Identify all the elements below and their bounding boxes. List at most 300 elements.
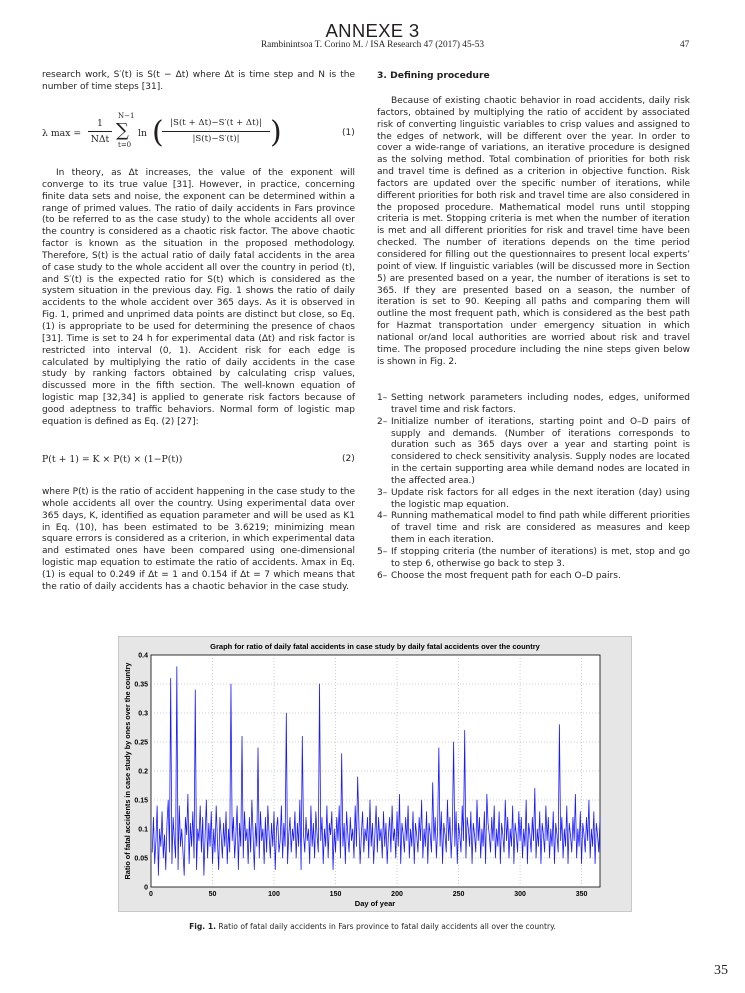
y-tick-label: 0.15 (134, 797, 148, 805)
data-point (515, 823, 516, 824)
data-point (431, 852, 432, 853)
data-point (445, 834, 446, 835)
data-point (569, 823, 570, 824)
data-point (490, 852, 491, 853)
data-point (170, 678, 171, 679)
data-point (510, 829, 511, 830)
data-point (439, 747, 440, 748)
data-point (185, 817, 186, 818)
data-point (392, 805, 393, 806)
data-point (179, 805, 180, 806)
data-point (173, 817, 174, 818)
y-tick-label: 0.1 (138, 826, 148, 834)
data-point (543, 834, 544, 835)
data-point (255, 823, 256, 824)
figure-1 (118, 636, 632, 912)
data-point (233, 817, 234, 818)
data-point (365, 829, 366, 830)
data-point (557, 834, 558, 835)
data-point (216, 805, 217, 806)
eq1-numerator: |S(t + Δt)−S′(t + Δt)| (170, 118, 262, 128)
data-point (183, 852, 184, 853)
data-point (573, 817, 574, 818)
eq2-number: (2) (342, 454, 355, 464)
data-point (350, 817, 351, 818)
data-point (229, 852, 230, 853)
accident-ratio-chart (119, 637, 631, 911)
data-point (549, 858, 550, 859)
data-point (371, 846, 372, 847)
data-point (446, 852, 447, 853)
data-point (482, 829, 483, 830)
y-axis-ticks (134, 653, 148, 892)
data-point (313, 823, 314, 824)
data-point (550, 829, 551, 830)
data-point (595, 863, 596, 864)
data-point (576, 858, 577, 859)
data-point (211, 811, 212, 812)
data-point (589, 800, 590, 801)
data-point (318, 852, 319, 853)
eq1-denominator: |S(t)−S′(t)| (192, 134, 240, 144)
data-point (436, 858, 437, 859)
data-point (563, 858, 564, 859)
y-tick-label: 0.35 (134, 681, 148, 689)
data-point (339, 805, 340, 806)
data-point (345, 863, 346, 864)
data-point (511, 846, 512, 847)
data-point (443, 823, 444, 824)
data-point (372, 823, 373, 824)
data-point (399, 794, 400, 795)
data-point (336, 817, 337, 818)
data-point (296, 858, 297, 859)
eq1-lambda: λ max = (42, 128, 82, 139)
data-point (260, 811, 261, 812)
data-point (180, 846, 181, 847)
data-point (571, 852, 572, 853)
data-point (265, 817, 266, 818)
data-point (506, 840, 507, 841)
data-point (580, 811, 581, 812)
data-point (324, 829, 325, 830)
data-point (256, 846, 257, 847)
data-point (420, 840, 421, 841)
data-point (548, 817, 549, 818)
data-point (430, 834, 431, 835)
data-point (275, 869, 276, 870)
data-point (578, 829, 579, 830)
data-point (597, 834, 598, 835)
data-point (566, 805, 567, 806)
data-point (421, 800, 422, 801)
data-point (361, 834, 362, 835)
data-point (156, 840, 157, 841)
data-point (575, 794, 576, 795)
data-point (521, 817, 522, 818)
data-point (298, 846, 299, 847)
step-item: 6– Choose the most frequent path for each O–D pairs. (377, 570, 621, 581)
left-para-main: In theory, as Δt increases, the value of the exponent will converge to its true value [31]. However, in practice, concerning finite data sets and noise, the exponent can be determined within a range of primed values. The ratio of daily accidents in Fars province (to be referred to as the case study) to the whole accidents all over the country is considered as a chaotic risk factor. The above chaotic factor is known as the situation in the proposed methodology. Therefore, S(t) is the actual ratio of daily fatal accidents in the area of case study to the whole accident all over the country in period (t), and S′(t) is the expected ratio for S(t) which is considered as the system situation in the previous day. Fig. 1 shows the ratio of daily accidents to the whole accident over 365 days. As it is observed in Fig. 1, primed and unprimed data points are distinct but close, so Eq. (1) is appropriate to be used for determining the presence of chaos [31]. Time is set to 24 h for experimental data (Δt) and risk factor is restricted into interval (0, 1). Accident risk for each edge is calculated by multiplying the ratio of daily accidents in the case study by ranking factors obtained by calculating crisp values, discussed more in the fifth section. The well-known equation of logistic map [32,34] is applied to generate risk factors because of good adeptness to traffic behaviors. Normal form of logistic map equation is defined as Eq. (2) [27]: (42, 168, 355, 427)
data-point (174, 840, 175, 841)
data-point (559, 724, 560, 725)
data-point (391, 852, 392, 853)
data-point (579, 846, 580, 847)
data-point (236, 834, 237, 835)
data-point (253, 834, 254, 835)
data-point (309, 863, 310, 864)
data-point (584, 834, 585, 835)
y-tick-label: 0.05 (134, 855, 148, 863)
data-point (175, 858, 176, 859)
data-point (484, 811, 485, 812)
data-point (402, 823, 403, 824)
figure-caption (0, 922, 745, 931)
data-point (547, 840, 548, 841)
data-point (270, 858, 271, 859)
journal-page-number: 47 (680, 40, 690, 50)
y-tick-label: 0.2 (138, 768, 148, 776)
data-point (495, 858, 496, 859)
data-point (570, 834, 571, 835)
data-point (398, 846, 399, 847)
data-point (254, 869, 255, 870)
data-point (502, 834, 503, 835)
left-para-top: research work, S′(t) is S(t − Δt) where Δt is time step and N is the number of time steps [31]. (42, 70, 355, 92)
data-point (245, 840, 246, 841)
data-point (518, 811, 519, 812)
data-point (525, 846, 526, 847)
data-point (539, 811, 540, 812)
data-point (560, 840, 561, 841)
data-point (493, 840, 494, 841)
data-point (362, 811, 363, 812)
data-point (152, 852, 153, 853)
data-point (297, 823, 298, 824)
data-point (564, 829, 565, 830)
data-point (536, 858, 537, 859)
eq1-ln: ln (138, 128, 147, 139)
data-point (413, 811, 414, 812)
data-point (373, 863, 374, 864)
data-point (188, 794, 189, 795)
x-tick-label: 250 (452, 891, 465, 898)
data-point (334, 829, 335, 830)
data-point (408, 805, 409, 806)
data-point (328, 858, 329, 859)
data-point (357, 776, 358, 777)
data-point (415, 823, 416, 824)
data-point (268, 805, 269, 806)
data-point (440, 846, 441, 847)
data-point (347, 834, 348, 835)
data-point (586, 817, 587, 818)
data-point (351, 840, 352, 841)
annexe-title: ANNEXE 3 (325, 20, 420, 41)
page-number: 35 (714, 963, 728, 978)
data-point (423, 858, 424, 859)
caption-text: Ratio of fatal daily accidents in Fars province to fatal daily accidents all over the country. (216, 922, 556, 931)
x-tick-label: 150 (329, 891, 342, 898)
data-point (479, 817, 480, 818)
data-point (178, 869, 179, 870)
data-point (279, 852, 280, 853)
data-point (320, 840, 321, 841)
data-point (312, 846, 313, 847)
data-point (218, 869, 219, 870)
data-point (585, 852, 586, 853)
data-point (271, 823, 272, 824)
y-axis-label: Ratio of fatal accidents in case study by ones over the country (123, 662, 132, 880)
data-point (553, 811, 554, 812)
data-point (491, 817, 492, 818)
data-point (322, 817, 323, 818)
data-point (263, 829, 264, 830)
data-point (437, 829, 438, 830)
data-point (231, 684, 232, 685)
data-point (382, 858, 383, 859)
data-point (411, 846, 412, 847)
data-point (477, 800, 478, 801)
x-tick-label: 200 (391, 891, 403, 898)
data-point (168, 800, 169, 801)
data-point (593, 811, 594, 812)
data-point (394, 829, 395, 830)
data-point (407, 840, 408, 841)
data-point (448, 840, 449, 841)
data-point (486, 794, 487, 795)
data-point (498, 846, 499, 847)
data-point (526, 800, 527, 801)
data-point (600, 817, 601, 818)
left-para-bottom: where P(t) is the ratio of accident happening in the case study to the whole accidents all over the country. Using experimental data over 365 days, K, identified as equation parameter and will be used as K1 in Eq. (10), has been estimated to be 3.6219; minimizing mean square errors is considered as a criterion, in which experimental data and estimated ones have been compared using one-dimensional logistic map equation to estimate the ratio of accidents. λmax in Eq. (1) is equal to 0.249 if Δt = 1 and 0.154 if Δt = 7 which means that the ratio of daily accidents has a chaotic behavior in the case study. (42, 487, 355, 592)
data-point (200, 805, 201, 806)
data-point (338, 840, 339, 841)
data-point (237, 805, 238, 806)
y-tick-label: 0.25 (134, 739, 148, 747)
data-point (356, 846, 357, 847)
data-point (409, 858, 410, 859)
data-point (220, 817, 221, 818)
data-point (249, 817, 250, 818)
data-point (419, 817, 420, 818)
data-point (302, 736, 303, 737)
section-heading: 3. Defining procedure (377, 70, 490, 81)
data-point (546, 805, 547, 806)
data-point (488, 823, 489, 824)
data-point (514, 863, 515, 864)
data-point (308, 829, 309, 830)
data-point (591, 829, 592, 830)
data-point (505, 800, 506, 801)
data-point (264, 863, 265, 864)
data-point (290, 817, 291, 818)
data-point (384, 846, 385, 847)
data-point (405, 817, 406, 818)
data-point (410, 829, 411, 830)
data-point (269, 834, 270, 835)
data-point (378, 817, 379, 818)
data-point (212, 863, 213, 864)
data-point (425, 846, 426, 847)
data-point (276, 829, 277, 830)
data-point (202, 817, 203, 818)
data-point (447, 800, 448, 801)
data-point (307, 840, 308, 841)
data-point (189, 863, 190, 864)
eq1-sum-lower: t=0 (118, 141, 132, 149)
data-point (367, 817, 368, 818)
data-point (581, 863, 582, 864)
data-point (555, 823, 556, 824)
data-point (282, 858, 283, 859)
step-item: 5– If stopping criteria (the number of iterations) is met, stop and go to step 6, otherwise go back to step 3. (377, 546, 690, 569)
x-tick-label: 0 (149, 891, 153, 898)
data-point (452, 829, 453, 830)
data-point (352, 829, 353, 830)
eq2-body: P(t + 1) = K × P(t) × (1−P(t)) (42, 454, 183, 465)
data-point (416, 834, 417, 835)
data-point (181, 829, 182, 830)
equation-2 (42, 454, 355, 468)
data-point (494, 805, 495, 806)
data-point (226, 811, 227, 812)
data-point (562, 817, 563, 818)
data-point (292, 829, 293, 830)
data-point (344, 823, 345, 824)
data-point (527, 863, 528, 864)
data-point (327, 805, 328, 806)
data-point (368, 858, 369, 859)
y-tick-label: 0.3 (138, 710, 148, 718)
data-point (530, 834, 531, 835)
data-point (213, 829, 214, 830)
data-point (234, 858, 235, 859)
data-point (516, 834, 517, 835)
data-point (363, 852, 364, 853)
data-point (343, 846, 344, 847)
eq1-sum-sign: ∑ (116, 120, 129, 141)
data-point (186, 834, 187, 835)
x-tick-label: 50 (208, 891, 217, 898)
data-point (426, 811, 427, 812)
data-point (377, 852, 378, 853)
data-point (468, 829, 469, 830)
data-point (210, 846, 211, 847)
data-point (208, 823, 209, 824)
data-point (538, 846, 539, 847)
data-point (434, 840, 435, 841)
data-point (478, 840, 479, 841)
data-point (442, 863, 443, 864)
data-point (190, 823, 191, 824)
data-point (451, 858, 452, 859)
data-point (207, 858, 208, 859)
data-point (507, 817, 508, 818)
data-point (201, 852, 202, 853)
data-point (199, 840, 200, 841)
data-point (153, 817, 154, 818)
data-point (240, 846, 241, 847)
x-axis-ticks (149, 891, 587, 898)
data-point (537, 829, 538, 830)
step-item: 1– Setting network parameters including nodes, edges, uniformed travel time and risk factors. (377, 393, 690, 415)
data-point (221, 834, 222, 835)
data-point (462, 805, 463, 806)
data-point (472, 863, 473, 864)
data-point (376, 805, 377, 806)
data-point (483, 846, 484, 847)
step-item: 4– Running mathematical model to find path while different priorities of travel time and risk are considered as measures and keep them in each iteration. (377, 511, 690, 546)
data-point (459, 834, 460, 835)
data-point (568, 863, 569, 864)
x-axis-label: Day of year (354, 899, 396, 908)
data-point (259, 858, 260, 859)
data-point (541, 863, 542, 864)
data-point (184, 875, 185, 876)
data-point (395, 858, 396, 859)
data-point (206, 800, 207, 801)
data-point (544, 852, 545, 853)
data-point (496, 829, 497, 830)
x-tick-label: 300 (514, 891, 526, 898)
data-point (359, 823, 360, 824)
data-point (532, 817, 533, 818)
data-point (552, 846, 553, 847)
data-point (554, 863, 555, 864)
data-point (335, 852, 336, 853)
data-point (457, 863, 458, 864)
data-point (331, 811, 332, 812)
data-point (531, 852, 532, 853)
data-point (158, 875, 159, 876)
data-point (191, 846, 192, 847)
data-point (558, 852, 559, 853)
y-tick-label: 0 (144, 884, 148, 892)
data-point (204, 875, 205, 876)
data-point (242, 736, 243, 737)
data-point (247, 829, 248, 830)
data-point (159, 829, 160, 830)
data-point (381, 829, 382, 830)
data-point (285, 846, 286, 847)
data-point (280, 840, 281, 841)
data-point (160, 846, 161, 847)
data-point (470, 811, 471, 812)
running-head: Rambinintsoa T. Corino M. / ISA Research 47 (2017) 45-53 (260, 40, 485, 50)
data-point (333, 869, 334, 870)
data-point (485, 863, 486, 864)
data-point (565, 846, 566, 847)
data-point (277, 817, 278, 818)
data-point (429, 823, 430, 824)
data-point (301, 869, 302, 870)
data-point (500, 863, 501, 864)
data-point (523, 829, 524, 830)
data-point (592, 846, 593, 847)
data-point (418, 852, 419, 853)
data-point (287, 863, 288, 864)
data-point (165, 869, 166, 870)
caption-label: Fig. 1. (189, 922, 216, 931)
data-point (534, 788, 535, 789)
data-point (354, 858, 355, 859)
data-point (222, 858, 223, 859)
data-point (228, 829, 229, 830)
data-point (598, 852, 599, 853)
data-point (329, 823, 330, 824)
data-point (441, 811, 442, 812)
